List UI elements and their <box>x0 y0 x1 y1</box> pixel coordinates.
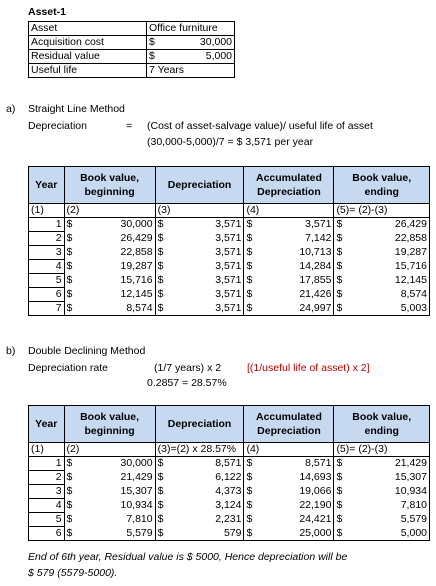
amount-cell: 24,997 <box>261 302 334 316</box>
amount-cell: 3,571 <box>172 274 244 288</box>
column-header: Year <box>29 167 65 204</box>
amount-cell: 14,284 <box>261 260 334 274</box>
amount-cell: 4,373 <box>172 485 244 499</box>
straight-line-table <box>28 166 430 316</box>
table-row <box>29 246 430 260</box>
asset-label: Residual value <box>29 50 147 64</box>
rate-result: 0.2857 = 28.57% <box>147 377 227 389</box>
currency-cell: $ <box>334 274 351 288</box>
year-cell: 7 <box>29 302 65 316</box>
currency-cell: $ <box>155 288 172 302</box>
amount-cell: 15,307 <box>81 485 155 499</box>
amount-cell: 19,287 <box>81 260 155 274</box>
document-title: Asset-1 <box>28 6 66 18</box>
table-row <box>29 499 430 513</box>
currency-cell: $ <box>64 513 81 527</box>
currency-cell: $ <box>334 527 351 541</box>
rate-label: Depreciation rate <box>28 362 108 374</box>
amount-cell: 3,571 <box>172 302 244 316</box>
table-row <box>29 471 430 485</box>
table-row <box>29 218 430 232</box>
amount-cell: 12,145 <box>81 288 155 302</box>
amount-cell: 5,579 <box>81 527 155 541</box>
currency-cell: $ <box>64 485 81 499</box>
amount-cell: 3,571 <box>172 288 244 302</box>
table-row <box>29 302 430 316</box>
amount-cell: 2,231 <box>172 513 244 527</box>
double-declining-table <box>28 405 430 541</box>
amount-cell: 3,571 <box>172 246 244 260</box>
amount-cell: 15,307 <box>351 471 430 485</box>
amount-cell: 15,716 <box>81 274 155 288</box>
amount-cell: 21,426 <box>261 288 334 302</box>
year-cell: 1 <box>29 218 65 232</box>
amount-cell: 30,000 <box>81 457 155 471</box>
amount-cell: 30,000 <box>81 218 155 232</box>
table-header-row <box>29 167 430 204</box>
currency-cell: $ <box>244 218 261 232</box>
column-subheader: (3)=(2) x 28.57% <box>155 443 244 457</box>
currency-cell: $ <box>244 471 261 485</box>
table-row <box>29 260 430 274</box>
rate-formula: (1/7 years) x 2 <box>154 362 222 374</box>
year-cell: 2 <box>29 232 65 246</box>
column-header: Book value, beginning <box>64 406 155 443</box>
amount-cell: 17,855 <box>261 274 334 288</box>
table-row <box>29 457 430 471</box>
year-cell: 6 <box>29 288 65 302</box>
currency-cell: $ <box>244 288 261 302</box>
section-b-marker: b) <box>6 345 16 357</box>
currency-cell: $ <box>244 260 261 274</box>
asset-label: Acquisition cost <box>29 36 147 50</box>
currency-cell: $ <box>155 232 172 246</box>
depreciation-label: Depreciation <box>28 120 87 132</box>
year-cell: 5 <box>29 274 65 288</box>
year-cell: 2 <box>29 471 65 485</box>
currency-cell: $ <box>155 485 172 499</box>
amount-cell: 10,713 <box>261 246 334 260</box>
column-header: Depreciation <box>155 406 244 443</box>
currency-cell: $ <box>334 246 351 260</box>
amount-cell: 7,810 <box>81 513 155 527</box>
currency-cell: $ <box>64 274 81 288</box>
asset-row <box>29 50 235 64</box>
asset-row <box>29 22 235 36</box>
sl-formula-line2: (30,000-5,000)/7 = $ 3,571 per year <box>147 136 314 148</box>
table-subheader-row <box>29 443 430 457</box>
table-header-row <box>29 406 430 443</box>
amount-cell: 26,429 <box>81 232 155 246</box>
year-cell: 6 <box>29 527 65 541</box>
currency-cell: $ <box>155 527 172 541</box>
sl-formula-line1: (Cost of asset-salvage value)/ useful life of asset <box>147 120 373 132</box>
year-cell: 3 <box>29 246 65 260</box>
amount-cell: 21,429 <box>351 457 430 471</box>
section-a-heading: Straight Line Method <box>28 103 125 115</box>
asset-label: Useful life <box>29 64 147 78</box>
amount-cell: 7,142 <box>261 232 334 246</box>
amount-cell: 3,571 <box>261 218 334 232</box>
currency-cell: $ <box>334 457 351 471</box>
column-subheader: (3) <box>155 204 244 218</box>
currency-cell: $ <box>334 471 351 485</box>
currency-cell: $ <box>244 274 261 288</box>
amount-cell: 5,579 <box>351 513 430 527</box>
currency-cell: $ <box>64 218 81 232</box>
amount-cell: 19,287 <box>351 246 430 260</box>
amount-cell: 26,429 <box>351 218 430 232</box>
currency-cell: $ <box>64 499 81 513</box>
currency-cell: $ <box>334 485 351 499</box>
column-subheader: (1) <box>29 204 65 218</box>
equals-sign: = <box>126 120 133 132</box>
currency-cell: $ <box>64 457 81 471</box>
table-row <box>29 288 430 302</box>
asset-value: Office furniture <box>147 22 235 36</box>
rate-note: [(1/useful life of asset) x 2] <box>247 362 370 374</box>
currency-cell: $ <box>334 288 351 302</box>
amount-cell: 12,145 <box>351 274 430 288</box>
amount-cell: 19,066 <box>261 485 334 499</box>
amount-cell: 24,421 <box>261 513 334 527</box>
year-cell: 4 <box>29 260 65 274</box>
amount-cell: 3,571 <box>172 232 244 246</box>
table-row <box>29 527 430 541</box>
currency-cell: $ <box>244 457 261 471</box>
amount-cell: 3,124 <box>172 499 244 513</box>
currency-cell: $ <box>64 527 81 541</box>
currency-cell: $ <box>64 246 81 260</box>
currency-cell: $ <box>155 260 172 274</box>
year-cell: 1 <box>29 457 65 471</box>
amount-cell: 6,122 <box>172 471 244 485</box>
column-header: Book value, ending <box>334 406 430 443</box>
column-subheader: (5)= (2)-(3) <box>334 204 430 218</box>
column-subheader: (2) <box>64 443 155 457</box>
year-cell: 4 <box>29 499 65 513</box>
amount-cell: 7,810 <box>351 499 430 513</box>
asset-value: 30,000 <box>169 36 235 50</box>
amount-cell: 5,003 <box>351 302 430 316</box>
amount-cell: 8,571 <box>261 457 334 471</box>
currency-cell: $ <box>64 471 81 485</box>
currency-cell: $ <box>64 288 81 302</box>
currency-cell: $ <box>244 485 261 499</box>
amount-cell: 8,574 <box>351 288 430 302</box>
column-header: Accumulated Depreciation <box>244 406 334 443</box>
section-a-marker: a) <box>6 103 16 115</box>
column-header: Accumulated Depreciation <box>244 167 334 204</box>
amount-cell: 3,571 <box>172 218 244 232</box>
table-row <box>29 485 430 499</box>
currency-cell: $ <box>334 302 351 316</box>
table-row <box>29 232 430 246</box>
asset-currency: $ <box>147 36 169 50</box>
currency-cell: $ <box>244 246 261 260</box>
currency-cell: $ <box>334 218 351 232</box>
currency-cell: $ <box>155 471 172 485</box>
section-b-heading: Double Declining Method <box>28 345 146 357</box>
currency-cell: $ <box>244 499 261 513</box>
column-subheader: (2) <box>64 204 155 218</box>
amount-cell: 10,934 <box>351 485 430 499</box>
column-header: Year <box>29 406 65 443</box>
currency-cell: $ <box>64 232 81 246</box>
table-row <box>29 274 430 288</box>
column-subheader: (5)= (2)-(3) <box>334 443 430 457</box>
currency-cell: $ <box>155 218 172 232</box>
asset-value: 5,000 <box>169 50 235 64</box>
asset-info-table <box>28 21 235 78</box>
currency-cell: $ <box>155 274 172 288</box>
residual-note-line2: $ 579 (5579-5000). <box>28 567 118 579</box>
table-row <box>29 513 430 527</box>
column-subheader: (1) <box>29 443 65 457</box>
amount-cell: 22,858 <box>81 246 155 260</box>
currency-cell: $ <box>155 302 172 316</box>
currency-cell: $ <box>155 457 172 471</box>
currency-cell: $ <box>244 527 261 541</box>
amount-cell: 10,934 <box>81 499 155 513</box>
amount-cell: 14,693 <box>261 471 334 485</box>
currency-cell: $ <box>155 513 172 527</box>
amount-cell: 22,190 <box>261 499 334 513</box>
currency-cell: $ <box>155 246 172 260</box>
currency-cell: $ <box>155 499 172 513</box>
table-subheader-row <box>29 204 430 218</box>
column-subheader: (4) <box>244 443 334 457</box>
currency-cell: $ <box>334 499 351 513</box>
currency-cell: $ <box>334 260 351 274</box>
residual-note-line1: End of 6th year, Residual value is $ 5000, Hence depreciation will be <box>28 551 348 563</box>
amount-cell: 22,858 <box>351 232 430 246</box>
asset-label: Asset <box>29 22 147 36</box>
amount-cell: 8,571 <box>172 457 244 471</box>
column-subheader: (4) <box>244 204 334 218</box>
currency-cell: $ <box>244 232 261 246</box>
asset-row <box>29 64 235 78</box>
amount-cell: 579 <box>172 527 244 541</box>
amount-cell: 3,571 <box>172 260 244 274</box>
currency-cell: $ <box>64 260 81 274</box>
amount-cell: 15,716 <box>351 260 430 274</box>
amount-cell: 8,574 <box>81 302 155 316</box>
column-header: Depreciation <box>155 167 244 204</box>
currency-cell: $ <box>244 302 261 316</box>
currency-cell: $ <box>64 302 81 316</box>
currency-cell: $ <box>334 232 351 246</box>
year-cell: 5 <box>29 513 65 527</box>
year-cell: 3 <box>29 485 65 499</box>
column-header: Book value, ending <box>334 167 430 204</box>
column-header: Book value, beginning <box>64 167 155 204</box>
currency-cell: $ <box>334 513 351 527</box>
asset-currency: $ <box>147 50 169 64</box>
asset-value: 7 Years <box>147 64 235 78</box>
amount-cell: 21,429 <box>81 471 155 485</box>
asset-row <box>29 36 235 50</box>
currency-cell: $ <box>244 513 261 527</box>
amount-cell: 5,000 <box>351 527 430 541</box>
amount-cell: 25,000 <box>261 527 334 541</box>
